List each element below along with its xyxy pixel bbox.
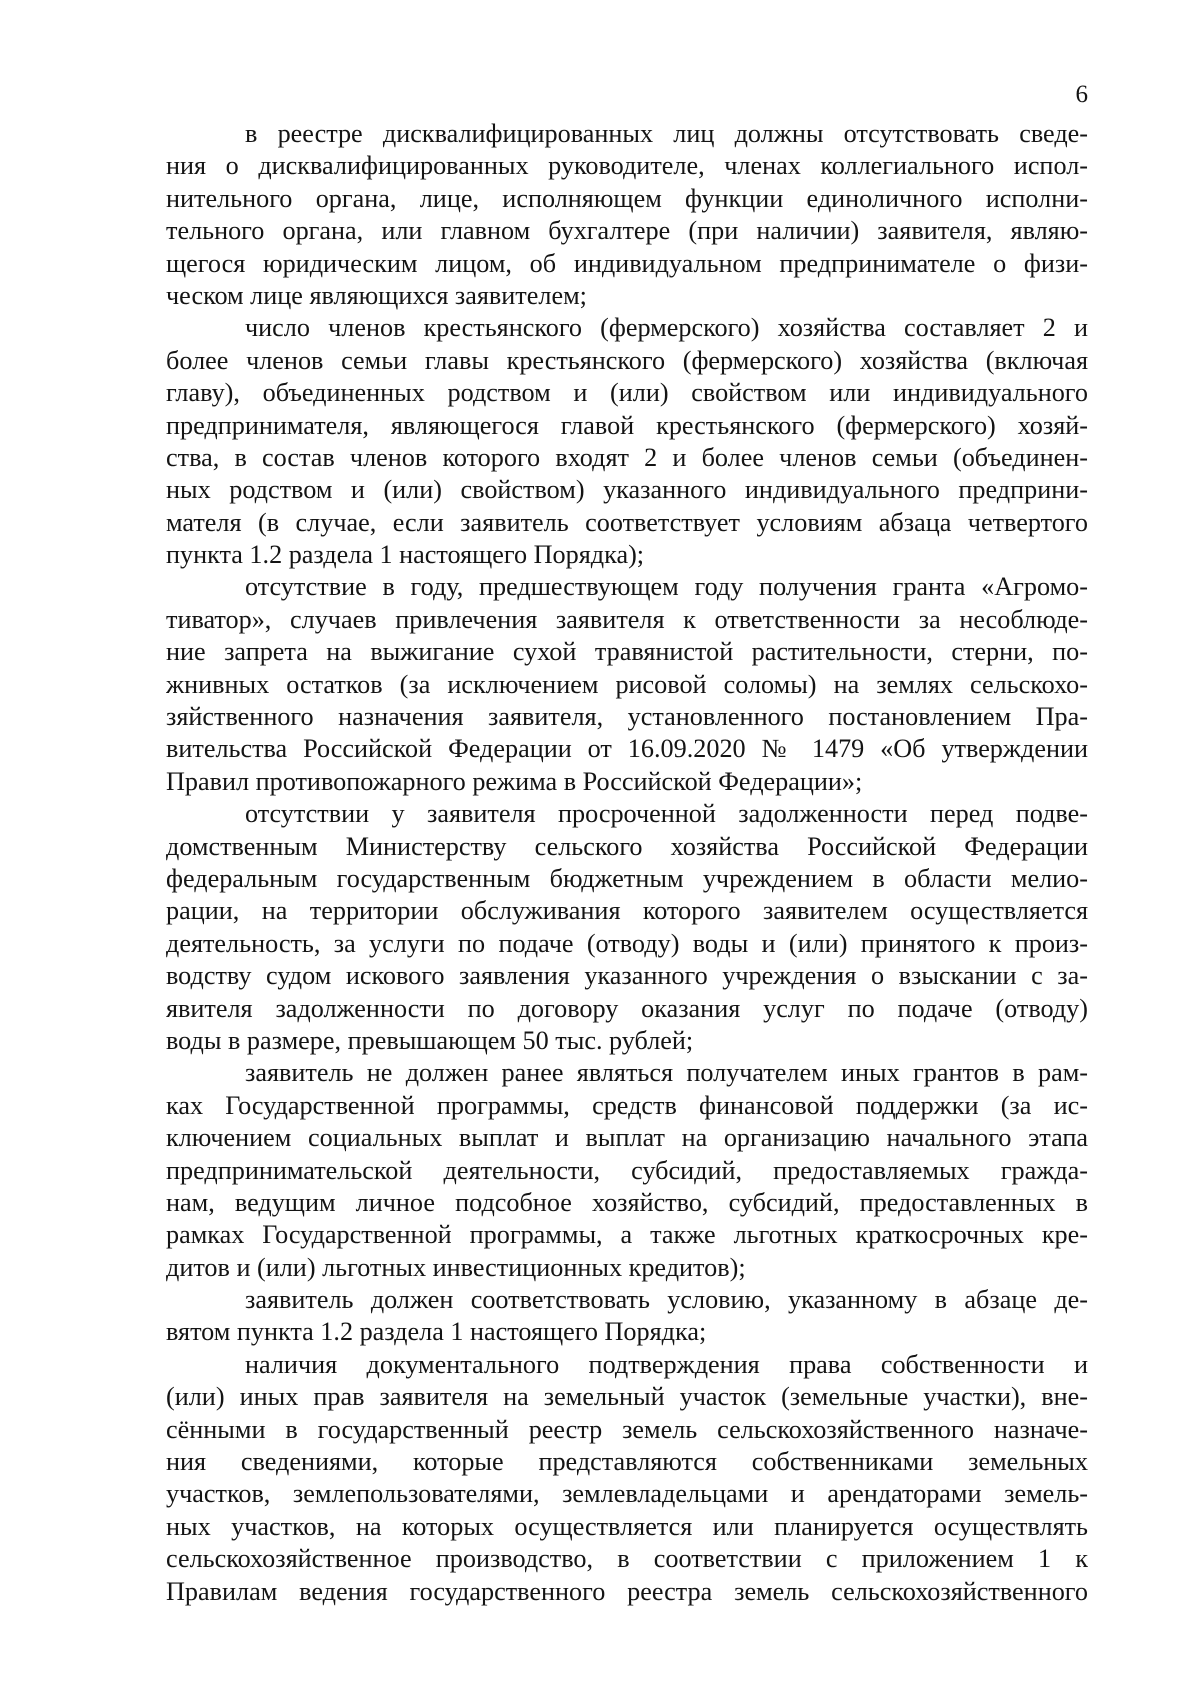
paragraph-line: воды в размере, превышающем 50 тыс. рублей; <box>166 1025 694 1055</box>
paragraph-line: сельскохозяйственное производство, в соответствии с приложением 1 к <box>166 1544 1088 1574</box>
paragraph <box>166 312 1088 571</box>
paragraph-line: более членов семьи главы крестьянского (фермерского) хозяйства (включая <box>166 345 1088 375</box>
paragraph-line: (или) иных прав заявителя на земельный участок (земельные участки), вне- <box>166 1382 1088 1412</box>
paragraph-line: ческом лице являющихся заявителем; <box>166 280 587 310</box>
paragraph-line: нительного органа, лице, исполняющем функции единоличного исполни- <box>166 183 1088 213</box>
paragraph-line: рации, на территории обслуживания которого заявителем осуществляется <box>166 896 1088 926</box>
paragraph-line: Правил противопожарного режима в Российской Федерации»; <box>166 766 863 796</box>
paragraph-line: предпринимателя, являющегося главой крестьянского (фермерского) хозяй- <box>166 410 1088 440</box>
paragraph-line: наличия документального подтверждения права собственности и <box>245 1349 1088 1379</box>
paragraph-line: ния сведениями, которые представляются собственниками земельных <box>166 1447 1088 1477</box>
paragraph-line: ние запрета на выжигание сухой травянистой растительности, стерни, по- <box>166 637 1088 667</box>
paragraph-line: жнивных остатков (за исключением рисовой соломы) на землях сельскохо- <box>166 669 1088 699</box>
paragraph-line: федеральным государственным бюджетным учреждением в области мелио- <box>166 863 1088 893</box>
paragraph-line: пункта 1.2 раздела 1 настоящего Порядка); <box>166 540 645 570</box>
paragraph-line: отсутствии у заявителя просроченной задолженности перед подве- <box>245 799 1088 829</box>
paragraph <box>166 1057 1088 1284</box>
paragraph-line: нам, ведущим личное подсобное хозяйство, субсидий, предоставленных в <box>166 1187 1088 1217</box>
page-number: 6 <box>1075 81 1088 108</box>
paragraph-line: водству судом искового заявления указанного учреждения о взыскании с за- <box>166 961 1088 991</box>
paragraph-line: тельного органа, или главном бухгалтере (при наличии) заявителя, являю- <box>166 216 1088 246</box>
paragraph-line: ных участков, на которых осуществляется или планируется осуществлять <box>166 1511 1088 1541</box>
paragraph-line: домственным Министерству сельского хозяйства Российской Федерации <box>166 831 1088 861</box>
paragraph-line: ния о дисквалифицированных руководителе, членах коллегиального испол- <box>166 151 1088 181</box>
paragraph-line: Правилам ведения государственного реестра земель сельскохозяйственного <box>166 1576 1088 1606</box>
paragraph <box>166 798 1088 1057</box>
paragraph-line: предпринимательской деятельности, субсидий, предоставляемых гражда- <box>166 1155 1088 1185</box>
paragraph <box>166 1349 1088 1608</box>
paragraph-line: мателя (в случае, если заявитель соответствует условиям абзаца четвертого <box>166 507 1088 537</box>
paragraph-line: рамках Государственной программы, а также льготных краткосрочных кре- <box>166 1220 1088 1250</box>
paragraph <box>166 118 1088 312</box>
paragraph-line: ства, в состав членов которого входят 2 и более членов семьи (объединен- <box>166 442 1088 472</box>
paragraph-line: сёнными в государственный реестр земель сельскохозяйственного назначе- <box>166 1414 1088 1444</box>
paragraph-line: вятом пункта 1.2 раздела 1 настоящего Порядка; <box>166 1317 707 1347</box>
paragraph-line: число членов крестьянского (фермерского) хозяйства составляет 2 и <box>245 313 1088 343</box>
paragraph-line: вительства Российской Федерации от 16.09.2020 № 1479 «Об утверждении <box>166 734 1088 764</box>
document-body <box>166 118 1088 1608</box>
paragraph <box>166 1284 1088 1349</box>
paragraph-line: в реестре дисквалифицированных лиц должны отсутствовать сведе- <box>245 119 1088 148</box>
paragraph <box>166 571 1088 798</box>
paragraph-line: явителя задолженности по договору оказания услуг по подаче (отводу) <box>166 993 1088 1023</box>
paragraph-line: заявитель не должен ранее являться получателем иных грантов в рам- <box>245 1058 1088 1088</box>
paragraph-line: зяйственного назначения заявителя, установленного постановлением Пра- <box>166 702 1088 732</box>
paragraph-line: отсутствие в году, предшествующем году получения гранта «Агромо- <box>245 572 1088 602</box>
paragraph-line: тиватор», случаев привлечения заявителя к ответственности за несоблюде- <box>166 604 1088 634</box>
paragraph-line: участков, землепользователями, землевладельцами и арендаторами земель- <box>166 1479 1088 1509</box>
paragraph-line: дитов и (или) льготных инвестиционных кредитов); <box>166 1252 746 1282</box>
paragraph-line: главу), объединенных родством и (или) свойством или индивидуального <box>166 378 1088 408</box>
paragraph-line: ных родством и (или) свойством) указанного индивидуального предприни- <box>166 475 1088 505</box>
paragraph-line: деятельность, за услуги по подаче (отводу) воды и (или) принятого к произ- <box>166 928 1088 958</box>
paragraph-line: ключением социальных выплат и выплат на организацию начального этапа <box>166 1123 1088 1153</box>
paragraph-line: щегося юридическим лицом, об индивидуальном предпринимателе о физи- <box>166 248 1088 278</box>
paragraph-line: заявитель должен соответствовать условию, указанному в абзаце де- <box>245 1285 1088 1315</box>
paragraph-line: ках Государственной программы, средств финансовой поддержки (за ис- <box>166 1090 1088 1120</box>
